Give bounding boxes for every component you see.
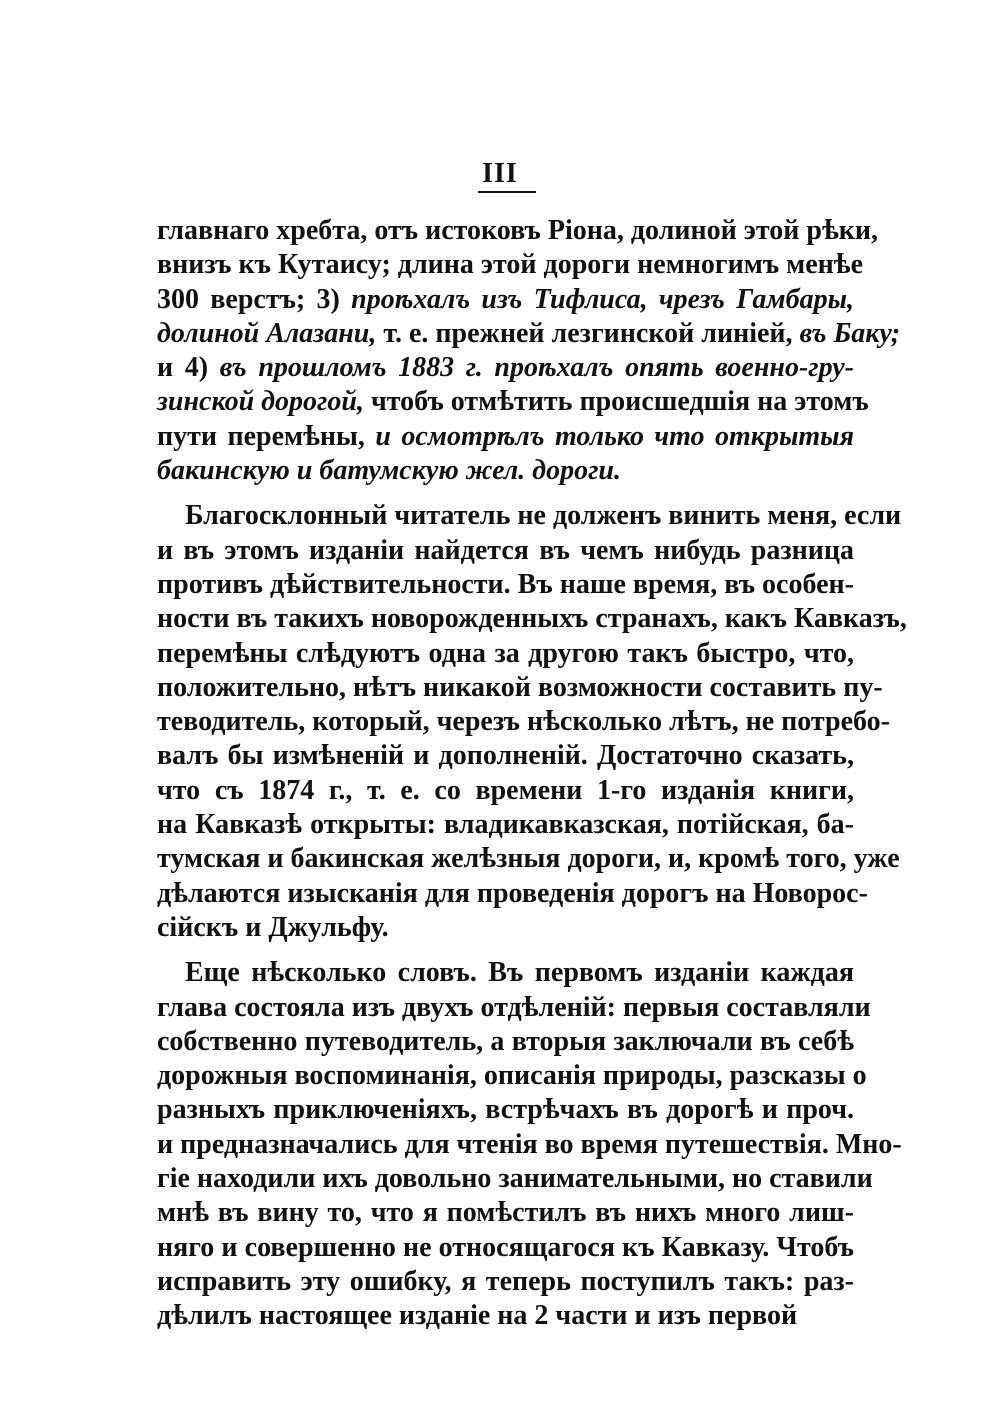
text-line <box>157 1299 854 1333</box>
paragraph-1 <box>157 214 901 488</box>
text-line <box>157 214 879 248</box>
text-segment: противъ дѣйствительности. Въ наше время, въ особен- <box>157 568 854 600</box>
italic-segment: проѣхалъ изъ Тифлиса, чрезъ Гамбары, <box>351 283 855 315</box>
italic-segment: зинской дорогой, <box>157 386 364 418</box>
text-line <box>157 420 854 454</box>
text-segment: сійскъ и Джульфу. <box>157 911 389 943</box>
text-line <box>157 1231 854 1265</box>
italic-segment: въ Баку; <box>799 317 901 349</box>
paragraph-3 <box>157 956 902 1333</box>
text-line <box>157 911 854 945</box>
text-line <box>157 739 854 773</box>
text-line <box>157 1128 902 1162</box>
paragraph-gap <box>157 945 854 956</box>
text-segment: пути перемѣны, <box>157 420 376 452</box>
page-number: III <box>482 158 518 189</box>
text-line <box>157 1059 867 1093</box>
paragraph-2 <box>157 499 907 945</box>
italic-segment: въ прошломъ 1883 г. проѣхалъ опять военно-гру- <box>219 352 854 384</box>
italic-segment: долиной Алазани, <box>157 317 377 349</box>
text-segment: мнѣ въ вину то, что я помѣстилъ въ нихъ много лиш- <box>157 1197 854 1229</box>
text-line <box>157 1265 854 1299</box>
text-line <box>157 991 871 1025</box>
text-segment: и 4) <box>157 352 220 384</box>
italic-segment: бакинскую и батумскую жел. дороги. <box>157 455 621 487</box>
text-line <box>157 774 854 808</box>
text-line <box>157 1093 854 1127</box>
text-line <box>157 877 868 911</box>
text-line <box>157 534 854 568</box>
text-line <box>157 705 890 739</box>
text-line <box>157 499 902 533</box>
text-line <box>157 602 907 636</box>
text-segment: главнаго хребта, отъ истоковъ Ріона, долиной этой рѣки, <box>157 215 879 246</box>
text-line <box>157 1162 873 1196</box>
text-line <box>157 351 854 385</box>
text-segment: на Кавказѣ открыты: владикавказская, потійская, ба- <box>157 809 854 841</box>
text-segment: валъ бы измѣненій и дополненій. Достаточно сказать, <box>157 740 854 772</box>
text-line <box>157 317 901 351</box>
text-line <box>157 956 854 990</box>
text-line <box>157 568 854 602</box>
paragraph-gap <box>157 488 854 499</box>
text-segment: дорожныя воспоминанія, описанія природы, разсказы о <box>157 1060 867 1092</box>
text-line <box>157 385 869 419</box>
text-segment: чтобъ отмѣтить происшедшія на этомъ <box>363 386 869 418</box>
text-line <box>157 1196 854 1230</box>
text-segment: глава состояла изъ двухъ отдѣленій: первыя составляли <box>157 991 871 1023</box>
text-line <box>157 842 900 876</box>
body-text <box>157 214 907 1334</box>
text-segment: Благосклонный читатель не долженъ винить меня, если <box>185 500 902 532</box>
page-number-block <box>0 158 1000 190</box>
text-segment: дѣлаются изысканія для проведенія дорогъ на Новорос- <box>157 877 868 909</box>
text-segment: ности въ такихъ новорожденныхъ странахъ, какъ Кавказъ, <box>157 603 907 635</box>
text-segment: и предназначались для чтенія во время путешествія. Мно- <box>157 1128 902 1160</box>
text-line <box>157 671 883 705</box>
italic-segment: и осмотрѣлъ только что открытыя <box>375 420 855 452</box>
text-line <box>157 1025 854 1059</box>
text-segment: Еще нѣсколько словъ. Въ первомъ изданіи каждая <box>185 957 854 989</box>
text-line <box>157 637 854 671</box>
text-segment: собственно путеводитель, а вторыя заключали въ себѣ <box>157 1025 854 1057</box>
text-line <box>157 283 854 317</box>
text-segment: исправить эту ошибку, я теперь поступилъ такъ: раз- <box>157 1265 854 1297</box>
text-segment: няго и совершенно не относящагося къ Кавказу. Чтобъ <box>157 1231 854 1263</box>
text-segment: внизъ къ Кутаису; длина этой дороги немногимъ менѣе <box>157 249 864 281</box>
text-segment: положительно, нѣтъ никакой возможности составить пу- <box>157 671 883 703</box>
text-segment: тумская и бакинская желѣзныя дороги, и, кромѣ того, уже <box>157 843 900 875</box>
text-segment: т. е. прежней лезгинской линіей, <box>376 317 800 349</box>
text-line <box>157 248 864 282</box>
text-segment: дѣлилъ настоящее изданіе на 2 части и изъ первой <box>157 1300 798 1332</box>
text-segment: гіе находили ихъ довольно занимательными, но ставили <box>157 1163 873 1195</box>
text-line <box>157 808 854 842</box>
text-segment: что съ 1874 г., т. е. со времени 1-го изданія книги, <box>157 774 854 806</box>
text-line <box>157 454 854 488</box>
page-number-rule <box>478 191 536 193</box>
text-segment: 300 верстъ; 3) <box>157 283 352 315</box>
text-segment: перемѣны слѣдуютъ одна за другою такъ быстро, что, <box>157 637 854 669</box>
text-segment: разныхъ приключеніяхъ, встрѣчахъ въ дорогѣ и проч. <box>157 1094 854 1126</box>
text-segment: и въ этомъ изданіи найдется въ чемъ нибудь разница <box>157 534 854 566</box>
text-segment: теводитель, который, черезъ нѣсколько лѣтъ, не потребо- <box>157 706 890 738</box>
